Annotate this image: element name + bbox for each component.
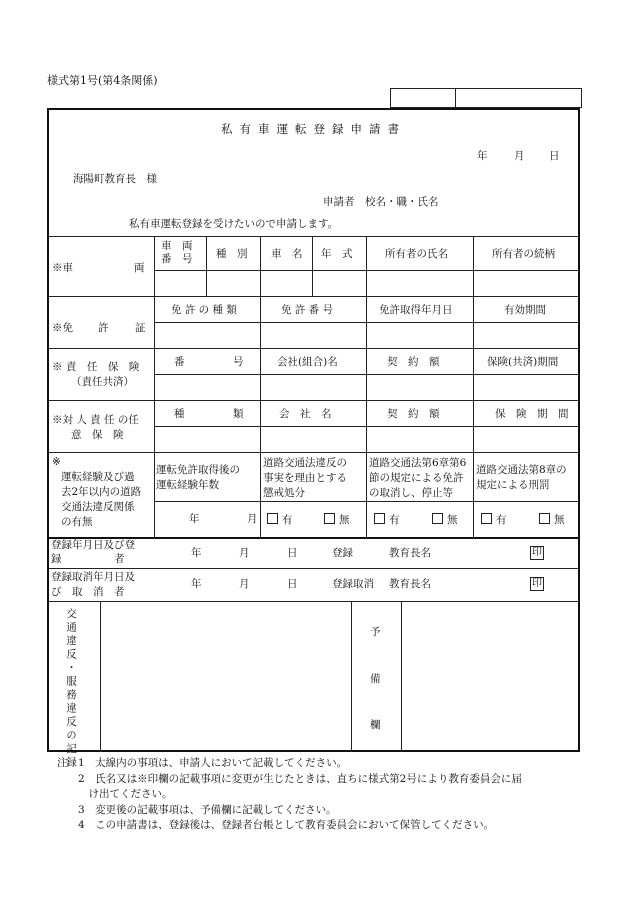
cancellation-year[interactable]: 年 — [191, 578, 202, 590]
license-header-date: 免許取得年月日 — [379, 304, 453, 316]
discipline-yes-label: 有 — [282, 514, 293, 526]
vehicle-header-type: 種 別 — [216, 248, 248, 260]
note-1: 注 1 太線内の事項は、申請人において記載してください。 — [57, 757, 348, 769]
date-day[interactable]: 日 — [549, 150, 560, 162]
seal-mark: 印 — [532, 578, 542, 589]
violation-record-field[interactable] — [107, 602, 349, 750]
experience-col3-line1: 道路交通法第6章第6 — [369, 457, 467, 469]
vehicle-header-number-1: 車 両 — [161, 240, 193, 252]
cancellation-kind: 登録取消 — [332, 578, 374, 590]
cancellation-day[interactable]: 日 — [287, 578, 298, 590]
date-year[interactable]: 年 — [477, 150, 488, 162]
personal-header-amount: 契 約 額 — [387, 408, 440, 420]
note-2-cont: け出てください。 — [57, 788, 173, 800]
checkbox-icon[interactable] — [267, 513, 278, 524]
experience-col2-line2: 事実を理由とする — [263, 472, 347, 484]
experience-label-2: 去2年以内の道路 — [61, 486, 142, 498]
violation-record-label: 交通違反・服務違反の記録 — [65, 608, 77, 770]
penalty-no[interactable] — [539, 513, 565, 527]
insurance-label: ※ 責 任 保 険 — [52, 361, 140, 373]
revocation-yes-label: 有 — [389, 514, 400, 526]
personal-insurance-label: ※対 人 責 任 の任 — [52, 414, 139, 426]
request-text: 私有車運転登録を受けたいので申請します。 — [129, 218, 339, 230]
reserve-label-2: 備 — [370, 673, 381, 685]
cancellation-month[interactable]: 月 — [239, 578, 250, 590]
vehicle-label-2: 両 — [134, 262, 145, 274]
personal-header-kind-2: 類 — [233, 408, 244, 420]
discipline-no-label: 無 — [339, 514, 350, 526]
cancellation-label-1: 登録取消年月日及 — [51, 571, 135, 583]
insurance-header-no-1: 番 — [174, 356, 185, 368]
registration-year[interactable]: 年 — [191, 547, 202, 559]
vehicle-header-year: 年 式 — [321, 248, 353, 260]
vehicle-label: ※車 — [52, 262, 73, 274]
personal-header-kind-1: 種 — [174, 408, 185, 420]
vehicle-header-owner: 所有者の氏名 — [385, 248, 448, 260]
reserve-label-1: 予 — [370, 626, 381, 638]
registration-month[interactable]: 月 — [239, 547, 250, 559]
experience-months-unit[interactable]: 月 — [247, 513, 258, 525]
applicant-label[interactable]: 申請者 校名・職・氏名 — [323, 196, 439, 208]
personal-insurance-label-2: 意 保 険 — [71, 429, 124, 441]
insurance-header-amount: 契 約 額 — [387, 356, 440, 368]
revocation-yes[interactable] — [374, 513, 400, 527]
date-month[interactable]: 月 — [514, 150, 525, 162]
checkbox-icon[interactable] — [481, 513, 492, 524]
seal-mark: 印 — [532, 547, 542, 558]
registration-day[interactable]: 日 — [287, 547, 298, 559]
experience-col2-line3: 懲戒処分 — [263, 487, 305, 499]
experience-col3-line2: 節の規定による免許 — [369, 472, 464, 484]
discipline-yes[interactable] — [267, 513, 293, 527]
form-number: 様式第1号(第4条関係) — [47, 74, 158, 87]
penalty-yes[interactable] — [481, 513, 507, 527]
experience-col3-line3: の取消し、停止等 — [369, 487, 453, 499]
experience-label-mark: ※ — [52, 456, 61, 468]
experience-label-4: の有無 — [61, 516, 93, 528]
checkbox-icon[interactable] — [324, 513, 335, 524]
notes — [57, 756, 522, 834]
experience-col1-line2: 運転経験年数 — [156, 479, 219, 491]
experience-label-1: 運転経験及び過 — [61, 471, 135, 483]
experience-col2-line1: 道路交通法違反の — [263, 457, 347, 469]
checkbox-icon[interactable] — [432, 513, 443, 524]
registration-superintendent[interactable]: 教育長名 — [389, 547, 431, 559]
cancellation-seal-icon — [530, 577, 544, 591]
insurance-header-company: 会社(組合)名 — [277, 356, 338, 368]
reserve-label-3: 欄 — [370, 719, 381, 731]
addressee: 海陽町教育長 様 — [73, 173, 157, 185]
reception-cell-2[interactable] — [456, 89, 582, 108]
insurance-header-no-2: 号 — [233, 356, 244, 368]
penalty-yes-label: 有 — [496, 514, 507, 526]
license-label: ※免 — [52, 322, 73, 334]
personal-header-company: 会 社 名 — [279, 408, 332, 420]
experience-col4-line1: 道路交通法第8章の — [476, 464, 567, 476]
experience-col4-line2: 規定による刑罰 — [476, 479, 550, 491]
license-header-type: 免 許 の 種 類 — [171, 304, 237, 316]
note-4: 4 この申請書は、登録後は、登録者台帳として教育委員会において保管してください。 — [57, 819, 495, 831]
license-header-number: 免 許 番 号 — [281, 304, 334, 316]
experience-label-3: 交通法違反関係 — [61, 501, 135, 513]
personal-header-period: 保 険 期 間 — [495, 408, 569, 420]
registration-label-2: 録 者 — [51, 553, 125, 565]
cancellation-superintendent[interactable]: 教育長名 — [389, 578, 431, 590]
discipline-no[interactable] — [324, 513, 350, 527]
note-3: 3 変更後の記載事項は、予備欄に記載してください。 — [57, 803, 337, 816]
penalty-no-label: 無 — [554, 514, 565, 526]
vehicle-header-name: 車 名 — [271, 248, 303, 260]
insurance-header-period: 保険(共済)期間 — [487, 356, 559, 368]
reception-cell-1[interactable] — [391, 89, 456, 108]
form-title: 私有車運転登録申請書 — [221, 122, 406, 136]
registration-seal-icon — [530, 546, 544, 560]
license-label-2: 許 — [98, 322, 109, 334]
revocation-no[interactable] — [432, 513, 458, 527]
reserve-field[interactable] — [405, 602, 575, 750]
vehicle-header-number-2: 番 号 — [161, 253, 193, 265]
cancellation-label-2: び 取 消 者 — [51, 586, 125, 598]
note-2: 2 氏名又は※印欄の記載事項に変更が生じたときは、直ちに様式第2号により教育委員会に届 — [57, 772, 522, 785]
vehicle-header-relation: 所有者の続柄 — [492, 248, 555, 260]
checkbox-icon[interactable] — [374, 513, 385, 524]
experience-years-unit[interactable]: 年 — [189, 513, 200, 525]
experience-col1-line1: 運転免許取得後の — [156, 464, 240, 476]
revocation-no-label: 無 — [447, 514, 458, 526]
reception-box — [390, 88, 582, 108]
registration-label-1: 登録年月日及び登 — [51, 539, 135, 551]
license-header-validity: 有効期間 — [504, 304, 546, 316]
insurance-label-2: （責任共済） — [71, 376, 134, 388]
registration-kind: 登録 — [332, 547, 353, 559]
license-label-3: 証 — [135, 322, 146, 334]
checkbox-icon[interactable] — [539, 513, 550, 524]
